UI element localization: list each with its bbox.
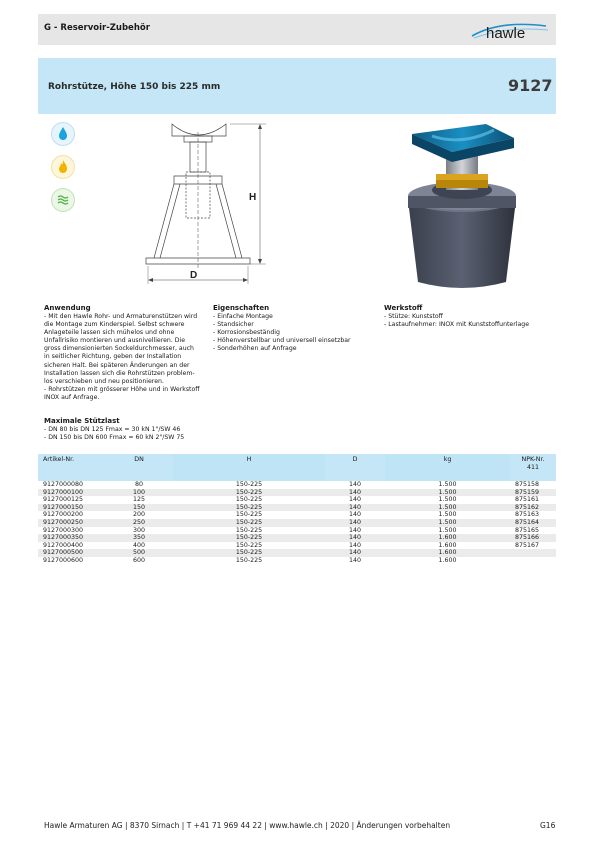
anwendung-line: Installation lassen sich die Rohrstützen problem- — [44, 369, 195, 377]
flame-icon — [51, 155, 75, 179]
table-row — [38, 481, 556, 489]
table-cell: 150-225 — [235, 556, 263, 564]
anwendung-line: - Rohrstützen mit grösserer Höhe und in Werkstoff — [44, 385, 200, 393]
product-photo — [402, 122, 522, 294]
table-cell: 9127000300 — [43, 526, 84, 534]
table-cell: 875158 — [515, 481, 540, 488]
drawing-label-h: H — [249, 192, 257, 203]
product-title: Rohrstütze, Höhe 150 bis 225 mm — [48, 82, 221, 92]
stuetzlast-title: Maximale Stützlast — [44, 417, 120, 425]
eigenschaften-text — [213, 313, 351, 353]
table-cell: 1.600 — [385, 534, 510, 542]
table-cell: 150-225 — [173, 534, 325, 542]
table-cell: 400 — [132, 541, 146, 549]
hawle-logo — [470, 16, 550, 44]
table-row — [38, 511, 556, 519]
stuetzlast-line: - DN 80 bis DN 125 Fmax = 30 kN 1"/SW 46 — [44, 426, 181, 433]
footer-text: Hawle Armaturen AG | 8370 Sirnach | T +41 71 969 44 22 | www.hawle.ch | 2020 | Änderungen vorbehalten — [44, 821, 451, 830]
table-cell: 875161 — [515, 496, 540, 504]
table-cell: 150-225 — [173, 504, 325, 512]
table-cell: 1.500 — [438, 481, 457, 488]
table-cell: 875167 — [515, 541, 540, 549]
table-cell: 140 — [348, 526, 362, 534]
table-cell: 9127000500 — [38, 549, 105, 557]
table-cell: 9127000600 — [43, 556, 84, 564]
col-header-npk: NPK-Nr. 411 — [510, 454, 556, 481]
table-cell — [510, 557, 556, 565]
table-cell: 9127000400 — [43, 541, 84, 549]
col-header-h: H — [173, 454, 325, 481]
article-table — [38, 454, 556, 565]
table-cell: 500 — [105, 549, 173, 557]
anwendung-line: INOX auf Anfrage. — [44, 393, 100, 401]
eigenschaften-line: - Höhenverstellbar und universell einsetzbar — [213, 337, 351, 345]
table-cell: 1.500 — [438, 526, 457, 534]
eigenschaften-line: - Standsicher — [213, 321, 254, 329]
table-cell: 9127000125 — [43, 496, 84, 504]
table-row — [38, 527, 556, 535]
table-cell: 150-225 — [235, 481, 263, 488]
table-cell: 1.500 — [438, 511, 457, 519]
table-cell: 200 — [132, 511, 146, 519]
product-number: 9127 — [508, 76, 553, 95]
col-header-kg: kg — [385, 454, 510, 481]
table-cell: 140 — [348, 481, 362, 488]
table-cell: 1.500 — [385, 504, 510, 512]
table-cell — [510, 549, 556, 557]
table-cell: 140 — [348, 511, 362, 519]
table-cell: 150-225 — [173, 549, 325, 557]
eigenschaften-title: Eigenschaften — [213, 304, 270, 312]
table-row — [38, 557, 556, 565]
table-cell: 9127000350 — [38, 534, 105, 542]
table-row — [38, 504, 556, 512]
table-cell: 140 — [348, 556, 362, 564]
table-row — [38, 489, 556, 497]
table-cell: 140 — [325, 489, 385, 497]
anwendung-title: Anwendung — [44, 304, 91, 312]
technical-drawing — [140, 118, 275, 288]
table-cell: 140 — [325, 519, 385, 527]
table-cell: 150-225 — [235, 541, 263, 549]
table-cell: 9127000250 — [38, 519, 105, 527]
table-cell: 1.600 — [438, 556, 457, 564]
werkstoff-line: - Stütze: Kunststoff — [384, 313, 443, 320]
anwendung-line: sicheren Halt. Bei späteren Änderungen an der — [44, 361, 190, 369]
eigenschaften-line: - Sonderhöhen auf Anfrage — [213, 345, 297, 353]
waves-icon — [51, 188, 75, 212]
stuetzlast-line: - DN 150 bis DN 600 Fmax = 60 kN 2"/SW 75 — [44, 434, 185, 442]
table-cell: 100 — [105, 489, 173, 497]
table-header-row — [38, 454, 556, 481]
table-cell: 875165 — [515, 526, 540, 534]
table-cell: 875163 — [515, 511, 540, 519]
anwendung-line: los verschieben und neu positionieren. — [44, 377, 164, 385]
table-cell: 350 — [105, 534, 173, 542]
table-cell: 9127000200 — [43, 511, 84, 519]
table-cell: 140 — [325, 504, 385, 512]
table-cell: 150-225 — [235, 511, 263, 519]
table-row — [38, 519, 556, 527]
table-cell: 250 — [105, 519, 173, 527]
table-cell: 150 — [105, 504, 173, 512]
logo-text: hawle — [486, 25, 526, 42]
table-cell: 875162 — [510, 504, 556, 512]
table-row — [38, 549, 556, 557]
table-cell: 140 — [348, 496, 362, 504]
col-header-d: D — [325, 454, 385, 481]
werkstoff-line: - Lastaufnehmer: INOX mit Kunststoffunterlage — [384, 321, 530, 329]
stuetzlast-text — [44, 426, 184, 442]
werkstoff-title: Werkstoff — [384, 304, 423, 312]
table-cell: 140 — [325, 534, 385, 542]
table-cell: 140 — [348, 541, 362, 549]
table-cell: 140 — [325, 549, 385, 557]
table-cell: 1.500 — [385, 489, 510, 497]
table-cell: 80 — [134, 481, 143, 488]
table-row — [38, 534, 556, 542]
table-cell: 875166 — [510, 534, 556, 542]
table-cell: 300 — [132, 526, 146, 534]
table-cell: 125 — [132, 496, 146, 504]
anwendung-text — [44, 313, 200, 402]
table-row — [38, 542, 556, 550]
section-title: G - Reservoir-Zubehör — [44, 23, 150, 33]
anwendung-line: Anlageteile lassen sich mühelos und ohne — [44, 329, 175, 337]
drawing-label-d: D — [190, 270, 198, 281]
table-cell: 1.500 — [385, 519, 510, 527]
werkstoff-text — [384, 313, 529, 329]
col-header-artikel: Artikel-Nr. — [38, 454, 105, 481]
water-drop-icon — [51, 122, 75, 146]
table-cell: 150-225 — [235, 526, 263, 534]
table-cell: 875159 — [510, 489, 556, 497]
table-cell: 1.600 — [438, 541, 457, 549]
table-cell: 150-225 — [173, 519, 325, 527]
col-header-dn: DN — [105, 454, 173, 481]
anwendung-line: - Mit den Hawle Rohr- und Armaturenstützen wird — [44, 313, 198, 320]
table-cell: 600 — [132, 556, 146, 564]
anwendung-line: die Montage zum Kinderspiel. Selbst schwere — [44, 321, 185, 329]
anwendung-line: gross dimensionierten Sockeldurchmesser, auch — [44, 345, 194, 353]
page-number: G16 — [540, 821, 556, 830]
anwendung-line: in seitlicher Richtung, geben der Installation — [44, 353, 182, 361]
table-row — [38, 496, 556, 504]
table-cell: 1.600 — [385, 549, 510, 557]
table-cell: 1.500 — [438, 496, 457, 504]
table-cell: 875164 — [510, 519, 556, 527]
anwendung-line: Unfallrisiko montieren und ausnivellieren. Die — [44, 337, 186, 345]
table-cell: 150-225 — [173, 489, 325, 497]
table-cell: 9127000150 — [38, 504, 105, 512]
eigenschaften-line: - Einfache Montage — [213, 313, 273, 320]
table-cell: 9127000080 — [43, 481, 84, 488]
eigenschaften-line: - Korrosionsbeständig — [213, 329, 280, 337]
table-cell: 150-225 — [235, 496, 263, 504]
table-cell: 9127000100 — [38, 489, 105, 497]
